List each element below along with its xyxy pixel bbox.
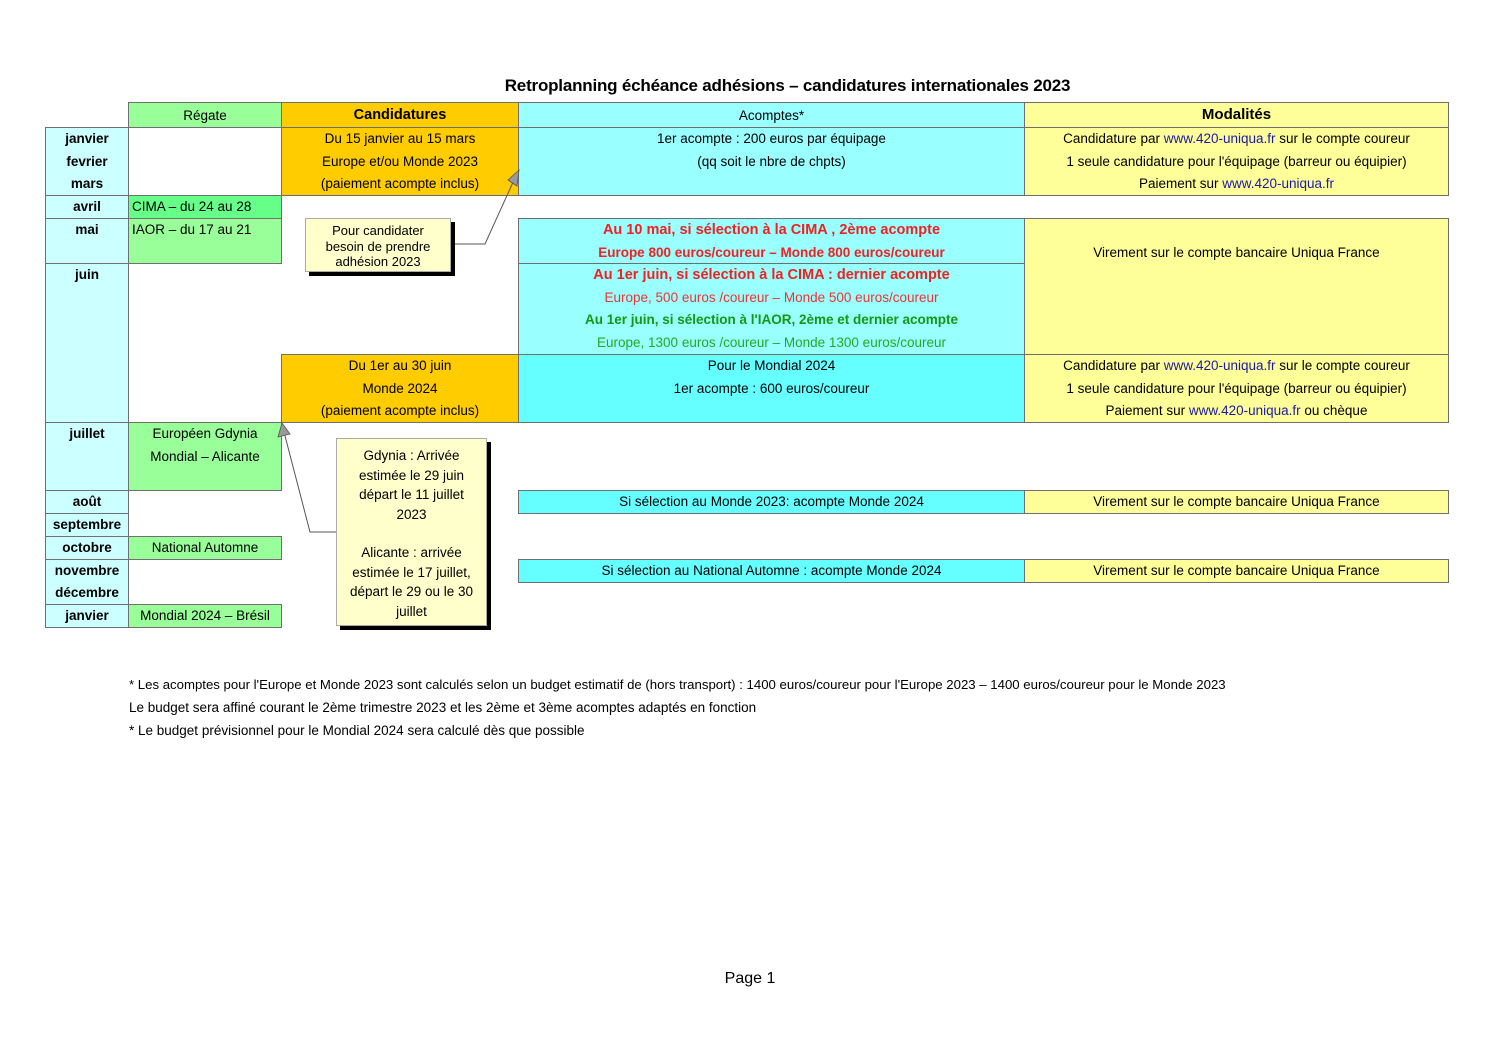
page-title: Retroplanning échéance adhésions – candidatures internationales 2023 bbox=[504, 76, 1071, 95]
acomptes-mai-amounts: Europe 800 euros/coureur – Monde 800 euros/coureur bbox=[598, 244, 945, 260]
modalites-virement-mai-juin bbox=[1024, 218, 1449, 355]
gdynia-arrow bbox=[278, 423, 338, 532]
acomptes-mondial-2024 bbox=[518, 354, 1025, 423]
modalites-virement: Virement sur le compte bancaire Uniqua France bbox=[1093, 245, 1380, 260]
candidatures-block-1 bbox=[281, 127, 519, 196]
modalites-candidature bbox=[1063, 355, 1410, 378]
acomptes-block-1 bbox=[518, 127, 1025, 196]
callout-line: Gdynia : Arrivée bbox=[363, 448, 460, 463]
acomptes-mondial-title: Pour le Mondial 2024 bbox=[707, 358, 836, 373]
month-aout: août bbox=[72, 494, 102, 509]
callout-adhesion bbox=[305, 218, 451, 272]
callout-line bbox=[337, 524, 486, 543]
month-octobre: octobre bbox=[62, 540, 112, 555]
regate-alicante: Mondial – Alicante bbox=[150, 448, 260, 464]
modalites-virement-aout: Virement sur le compte bancaire Uniqua France bbox=[1024, 490, 1449, 514]
candidatures-line: Europe et/ou Monde 2023 bbox=[321, 153, 479, 169]
acomptes-juin-cima-amounts: Europe, 500 euros /coureur – Monde 500 euros/coureur bbox=[604, 289, 939, 305]
acomptes-novembre: Si sélection au National Automne : acompte Monde 2024 bbox=[518, 559, 1025, 583]
month-janvier: janvier bbox=[65, 131, 109, 146]
acomptes-mai bbox=[518, 218, 1025, 264]
candidatures-line: Du 15 janvier au 15 mars bbox=[324, 131, 476, 146]
month-bg-juin bbox=[45, 263, 129, 423]
acomptes-line: (qq soit le nbre de chpts) bbox=[697, 153, 846, 169]
month-septembre: septembre bbox=[52, 517, 122, 532]
page-number: Page 1 bbox=[724, 970, 776, 987]
header-modalites: Modalités bbox=[1024, 102, 1449, 128]
candidatures-line: Du 1er au 30 juin bbox=[348, 358, 452, 373]
regate-cima: CIMA – du 24 au 28 bbox=[128, 195, 282, 219]
callout-line: Alicante : arrivée bbox=[361, 545, 462, 560]
acomptes-mondial-amount: 1er acompte : 600 euros/coureur bbox=[673, 380, 870, 396]
month-mai: mai bbox=[75, 222, 99, 237]
callout-line: estimée le 29 juin bbox=[358, 467, 465, 483]
month-fevrier: fevrier bbox=[66, 154, 108, 169]
callout-line: 2023 bbox=[396, 506, 427, 522]
candidatures-line: Monde 2024 bbox=[362, 380, 438, 396]
modalites-paiement bbox=[1139, 173, 1334, 196]
callout-line: départ le 11 juillet bbox=[359, 487, 464, 502]
callout-line: juillet bbox=[396, 603, 427, 619]
callout-line: départ le 29 ou le 30 bbox=[349, 584, 474, 599]
month-novembre: novembre bbox=[54, 563, 120, 578]
modalites-text: sur le compte coureur bbox=[1275, 131, 1410, 146]
footnote-1: * Les acomptes pour l'Europe et Monde 2023 sont calculés selon un budget estimatif de (hors transport) : 1400 euros/coureur pour l'Europe 2023 – 1400 euros/coureur pour le Monde 2023 bbox=[129, 677, 1226, 692]
regate-gdynia: Européen Gdynia bbox=[152, 426, 258, 441]
modalites-virement-novembre: Virement sur le compte bancaire Uniqua France bbox=[1024, 559, 1449, 583]
callout-line: estimée le 17 juillet, bbox=[352, 564, 471, 580]
regate-juillet bbox=[128, 422, 282, 491]
modalites-seule: 1 seule candidature pour l'équipage (barreur ou équipier) bbox=[1066, 380, 1407, 396]
month-mars: mars bbox=[70, 176, 104, 191]
acomptes-juin-iaor-amounts: Europe, 1300 euros /coureur – Monde 1300 euros/coureur bbox=[597, 335, 946, 351]
uniqua-link[interactable]: www.420-uniqua.fr bbox=[1188, 403, 1301, 419]
month-avril: avril bbox=[73, 199, 101, 214]
regate-bresil: Mondial 2024 – Brésil bbox=[128, 604, 282, 628]
uniqua-link[interactable]: www.420-uniqua.fr bbox=[1163, 131, 1276, 146]
acomptes-juin-iaor-title: Au 1er juin, si sélection à l'IAOR, 2ème et dernier acompte bbox=[584, 312, 959, 328]
regate-national: National Automne bbox=[128, 536, 282, 560]
month-decembre: décembre bbox=[55, 585, 119, 600]
candidatures-line: (paiement acompte inclus) bbox=[320, 403, 480, 419]
header-acomptes: Acomptes* bbox=[518, 102, 1025, 128]
modalites-text: Candidature par bbox=[1063, 131, 1164, 146]
modalites-text: ou chèque bbox=[1300, 403, 1368, 419]
acomptes-juin-cima-title: Au 1er juin, si sélection à la CIMA : dernier acompte bbox=[593, 267, 950, 283]
footnote-2: Le budget sera affiné courant le 2ème trimestre 2023 et les 2ème et 3ème acomptes adaptés en fonction bbox=[129, 700, 757, 715]
modalites-text: sur le compte coureur bbox=[1275, 358, 1410, 373]
modalites-paiement bbox=[1106, 400, 1368, 423]
callout-line: adhésion 2023 bbox=[335, 254, 421, 269]
regate-iaor: IAOR – du 17 au 21 bbox=[128, 218, 282, 264]
modalites-block-1 bbox=[1024, 127, 1449, 196]
modalites-text: Paiement sur bbox=[1138, 176, 1223, 192]
modalites-block-2 bbox=[1024, 354, 1449, 423]
callout-line: Pour candidater bbox=[332, 223, 424, 238]
month-juin: juin bbox=[75, 267, 99, 282]
candidatures-block-2 bbox=[281, 354, 519, 423]
month-juillet: juillet bbox=[69, 426, 105, 441]
footnote-3: * Le budget prévisionnel pour le Mondial 2024 sera calculé dès que possible bbox=[129, 723, 585, 738]
acomptes-aout: Si sélection au Monde 2023: acompte Monde 2024 bbox=[518, 490, 1025, 514]
candidatures-line: (paiement acompte inclus) bbox=[320, 176, 480, 192]
uniqua-link[interactable]: www.420-uniqua.fr bbox=[1163, 358, 1276, 373]
acomptes-mai-title: Au 10 mai, si sélection à la CIMA , 2ème acompte bbox=[602, 222, 941, 238]
modalites-text: Candidature par bbox=[1063, 358, 1164, 373]
modalites-candidature bbox=[1063, 128, 1410, 151]
callout-line: besoin de prendre bbox=[325, 238, 431, 254]
callout-gdynia bbox=[336, 438, 487, 626]
modalites-text: Paiement sur bbox=[1105, 403, 1189, 419]
modalites-seule: 1 seule candidature pour l'équipage (barreur ou équipier) bbox=[1066, 153, 1407, 169]
header-regate: Régate bbox=[128, 102, 282, 128]
header-candidatures: Candidatures bbox=[281, 102, 519, 128]
acomptes-juin bbox=[518, 263, 1025, 355]
uniqua-link[interactable]: www.420-uniqua.fr bbox=[1222, 176, 1335, 192]
acomptes-line: 1er acompte : 200 euros par équipage bbox=[657, 131, 886, 146]
month-janvier-2024: janvier bbox=[65, 608, 109, 623]
